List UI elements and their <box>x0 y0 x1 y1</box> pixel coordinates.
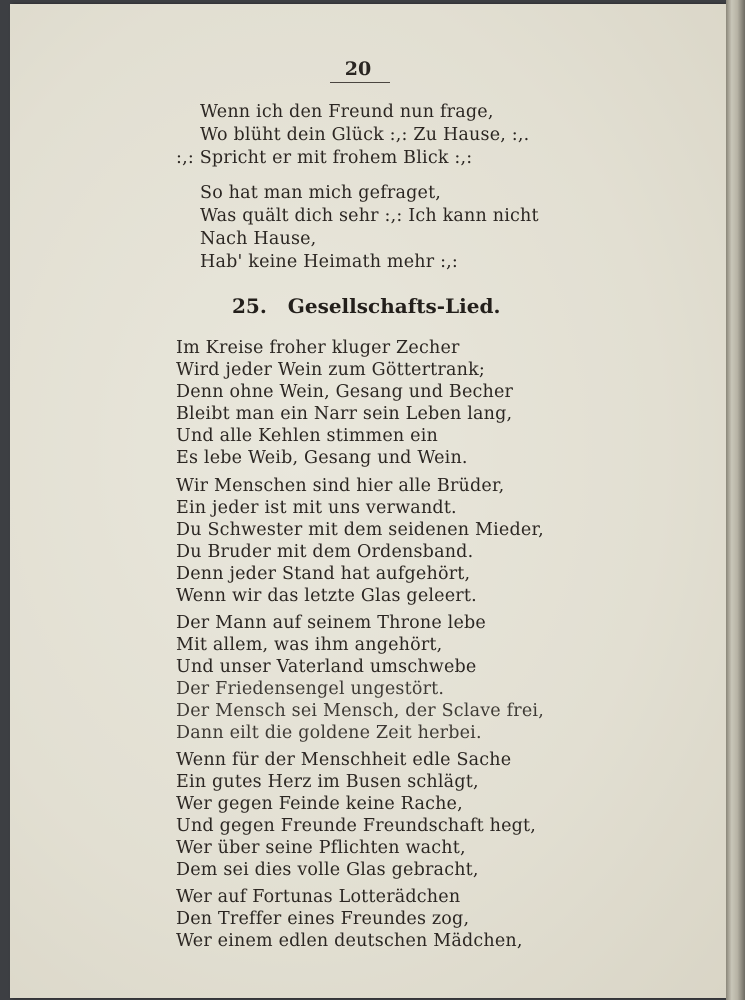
verse-line: Wenn wir das letzte Glas geleert. <box>176 586 477 606</box>
verse-line: Den Treffer eines Freundes zog, <box>176 909 470 929</box>
verse-line: Hab' keine Heimath mehr :,: <box>200 252 459 272</box>
verse-line: Du Schwester mit dem seidenen Mieder, <box>176 520 544 540</box>
verse-line: Nach Hause, <box>200 229 317 249</box>
verse-line: Im Kreise froher kluger Zecher <box>176 338 460 358</box>
verse-line: Dann eilt die goldene Zeit herbei. <box>176 723 482 743</box>
verse-line: Ein gutes Herz im Busen schlägt, <box>176 772 479 792</box>
page-number: 20 <box>344 58 372 80</box>
verse-line: Der Mensch sei Mensch, der Sclave frei, <box>176 701 544 721</box>
song-number: 25. <box>232 294 267 318</box>
verse-line: Wird jeder Wein zum Göttertrank; <box>176 360 485 380</box>
verse-line: Es lebe Weib, Gesang und Wein. <box>176 448 468 468</box>
verse-line: Und gegen Freunde Freundschaft hegt, <box>176 816 537 836</box>
song-title: Gesellschafts-Lied. <box>287 294 501 318</box>
verse-line: Bleibt man ein Narr sein Leben lang, <box>176 404 513 424</box>
verse-line: Wer auf Fortunas Lotterädchen <box>176 887 461 907</box>
verse-line: Wir Menschen sind hier alle Brüder, <box>176 476 505 496</box>
verse-line: Wo blüht dein Glück :,: Zu Hause, :,. <box>200 125 530 145</box>
verse-line: Mit allem, was ihm angehört, <box>176 635 443 655</box>
verse-line: Ein jeder ist mit uns verwandt. <box>176 498 457 518</box>
verse-line: Dem sei dies volle Glas gebracht, <box>176 860 479 880</box>
verse-line: Wenn für der Menschheit edle Sache <box>176 750 512 770</box>
verse-line: Und unser Vaterland umschwebe <box>176 657 477 677</box>
page-number-rule <box>330 82 390 83</box>
verse-line: Und alle Kehlen stimmen ein <box>176 426 438 446</box>
verse-line: :,: Spricht er mit frohem Blick :,: <box>176 148 473 168</box>
verse-line: Wer über seine Pflichten wacht, <box>176 838 466 858</box>
verse-line: Wer gegen Feinde keine Rache, <box>176 794 463 814</box>
verse-line: Wer einem edlen deutschen Mädchen, <box>176 931 523 951</box>
page-edge <box>726 0 745 1000</box>
verse-line: Denn jeder Stand hat aufgehört, <box>176 564 471 584</box>
verse-line: Denn ohne Wein, Gesang und Becher <box>176 382 514 402</box>
verse-line: Du Bruder mit dem Ordensband. <box>176 542 474 562</box>
verse-line: Der Friedensengel ungestört. <box>176 679 445 699</box>
verse-line: So hat man mich gefraget, <box>200 183 442 203</box>
verse-line: Wenn ich den Freund nun frage, <box>200 102 494 122</box>
verse-line: Der Mann auf seinem Throne lebe <box>176 613 486 633</box>
song-heading <box>232 294 500 318</box>
verse-line: Was quält dich sehr :,: Ich kann nicht <box>200 206 539 226</box>
